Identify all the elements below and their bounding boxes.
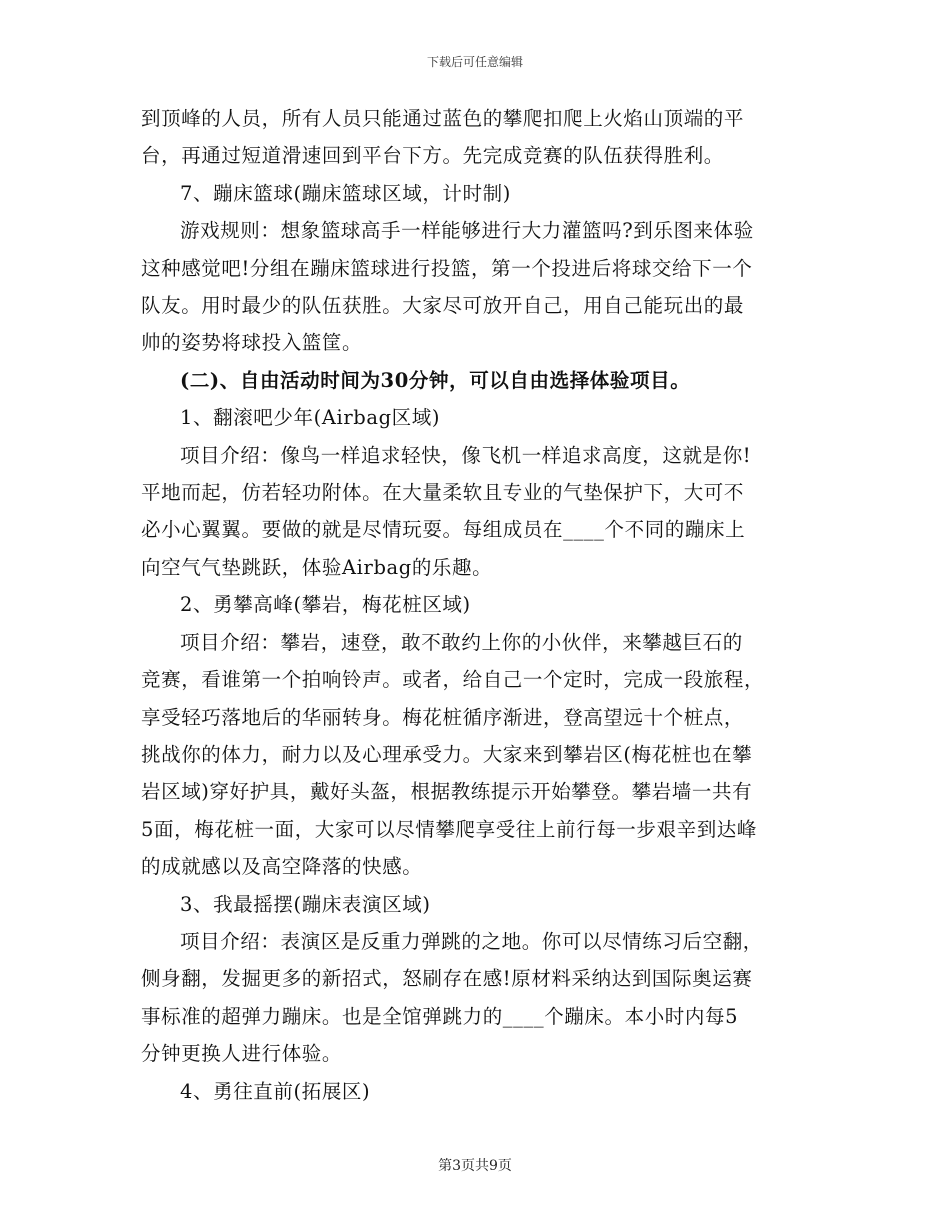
text-line: 7、蹦床篮球(蹦床篮球区域，计时制)	[180, 181, 511, 205]
paragraph	[141, 624, 813, 886]
text-line: 必小心翼翼。要做的就是尽情玩耍。每组成员在____个不同的蹦床上	[141, 518, 746, 542]
text-line: 享受轻巧落地后的华丽转身。梅花桩循序渐进，登高望远十个桩点，	[141, 705, 745, 729]
text-line: 向空气气垫跳跃，体验Airbag的乐趣。	[141, 555, 493, 579]
paragraph	[141, 923, 813, 1073]
text-line: 4、勇往直前(拓展区)	[180, 1079, 371, 1103]
paragraph	[141, 886, 813, 923]
text-line: 竞赛，看谁第一个拍响铃声。或者，给自己一个定时，完成一段旅程，	[141, 668, 765, 692]
paragraph	[141, 100, 813, 175]
text-line: 挑战你的体力，耐力以及心理承受力。大家来到攀岩区(梅花桩也在攀	[141, 742, 753, 766]
text-line: 的成就感以及高空降落的快感。	[141, 855, 423, 879]
text-line: 岩区域)穿好护具，戴好头盔，根据教练提示开始攀登。攀岩墙一共有	[141, 780, 753, 804]
text-line: (二)、自由活动时间为30分钟，可以自由选择体验项目。	[180, 368, 691, 392]
text-line: 3、我最摇摆(蹦床表演区域)	[180, 892, 431, 916]
text-line: 到顶峰的人员，所有人员只能通过蓝色的攀爬扣爬上火焰山顶端的平	[141, 107, 745, 130]
paragraph	[141, 586, 813, 623]
text-line: 2、勇攀高峰(攀岩，梅花桩区域)	[180, 593, 471, 617]
text-line: 侧身翻，发掘更多的新招式，怒刷存在感!原材料采纳达到国际奥运赛	[141, 967, 753, 991]
paragraph	[141, 212, 813, 362]
text-line: 5面，梅花桩一面，大家可以尽情攀爬享受往上前行每一步艰辛到达峰	[141, 817, 758, 841]
paragraph	[141, 437, 813, 587]
text-line: 台，再通过短道滑速回到平台下方。先完成竞赛的队伍获得胜利。	[141, 144, 724, 168]
document-body	[141, 100, 813, 1110]
text-line: 队友。用时最少的队伍获胜。大家尽可放开自己，用自己能玩出的最	[141, 294, 745, 318]
text-line: 帅的姿势将球投入篮筐。	[141, 331, 363, 355]
text-line: 项目介绍：攀岩，速登，敢不敢约上你的小伙伴，来攀越巨石的	[180, 630, 743, 654]
text-line: 事标准的超弹力蹦床。也是全馆弹跳力的____个蹦床。本小时内每5	[141, 1004, 739, 1028]
text-line: 项目介绍：像鸟一样追求轻快，像飞机一样追求高度，这就是你!	[180, 443, 752, 467]
paragraph	[141, 1073, 813, 1110]
text-line: 平地而起，仿若轻功附体。在大量柔软且专业的气垫保护下，大可不	[141, 481, 745, 505]
page-header: 下载后可任意编辑	[426, 55, 523, 69]
paragraph	[141, 175, 813, 212]
section-heading	[141, 362, 813, 399]
text-line: 游戏规则：想象篮球高手一样能够进行大力灌篮吗?到乐图来体验	[180, 219, 754, 243]
text-line: 分钟更换人进行体验。	[141, 1042, 343, 1066]
text-line: 项目介绍：表演区是反重力弹跳的之地。你可以尽情练习后空翻，	[180, 929, 763, 953]
paragraph	[141, 399, 813, 436]
text-line: 1、翻滚吧少年(Airbag区域)	[180, 406, 441, 430]
page-number: 第3页共9页	[438, 1158, 512, 1174]
text-line: 这种感觉吧!分组在蹦床篮球进行投篮，第一个投进后将球交给下一个	[141, 256, 753, 280]
